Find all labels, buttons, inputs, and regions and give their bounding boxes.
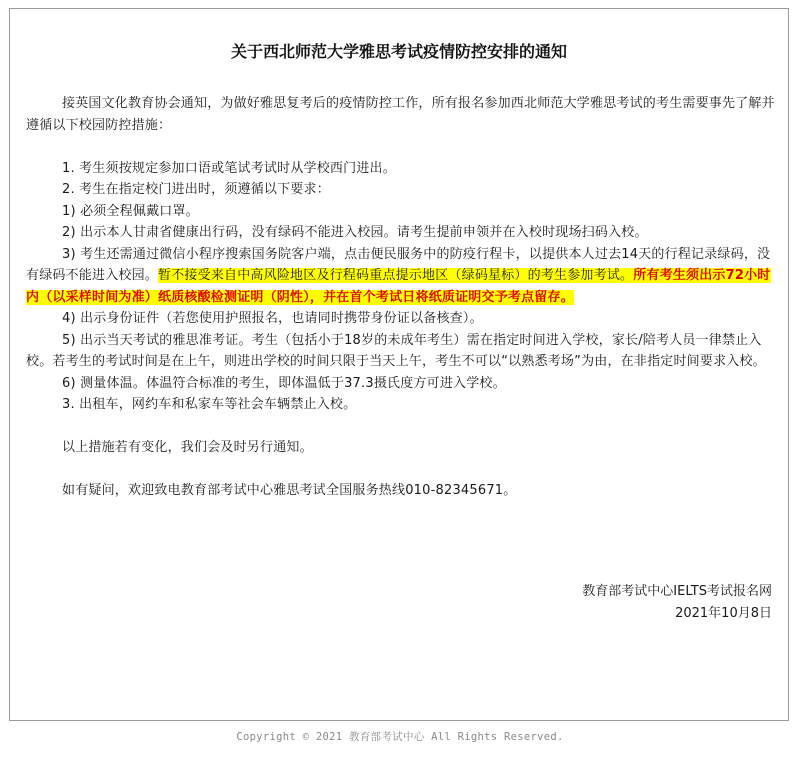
itinerary-requirement-text: 3) 考生还需通过微信小程序搜索国务院客户端，点击便民服务中的防疫行程卡，以提供本人过去14天的行程记录绿码，没有绿码不能进入校园。 (26, 246, 771, 283)
signature-block (582, 581, 772, 625)
sub-list-item-itinerary (26, 244, 776, 309)
hotline-note: 如有疑问，欢迎致电教育部考试中心雅思考试全国服务热线010-82345671。 (62, 483, 517, 498)
notice-frame (9, 8, 789, 721)
copyright-footer: Copyright © 2021 教育部考试中心 All Rights Reserved. (236, 731, 564, 743)
signature-date: 2021年10月8日 (675, 606, 772, 621)
page-title: 关于西北师范大学雅思考试疫情防控安排的通知 (230, 42, 567, 61)
notice-body (26, 93, 776, 502)
nucleic-acid-test-highlight: 所有考生须出示72小时内（以采样时间为准）纸质核酸检测证明（阴性），并在首个考试日将纸质证明交予考点留存。 (26, 268, 771, 305)
list-item: 1. 考生须按规定参加口语或笔试考试时从学校西门进出。 (62, 160, 396, 176)
list-item: 3. 出租车，网约车和私家车等社会车辆禁止入校。 (62, 397, 357, 412)
change-note: 以上措施若有变化，我们会及时另行通知。 (62, 440, 313, 455)
sub-list-item: 1) 必须全程佩戴口罩。 (62, 203, 199, 219)
risk-area-highlight: 暂不接受来自中高风险地区及行程码重点提示地区（绿码星标）的考生参加考试。 (158, 268, 634, 283)
sub-list-item: 5) 出示当天考试的雅思准考证。考生（包括小于18岁的未成年考生）需在指定时间进入学校，家长/陪考人员一律禁止入校。若考生的考试时间是在上午，则进出学校的时间只限于当天上午，考生不可以“以熟悉考场”为由，在非指定时间要求入校。 (26, 332, 766, 369)
list-item: 2. 考生在指定校门进出时，须遵循以下要求： (62, 182, 330, 197)
paragraph-gap (26, 416, 776, 438)
signature-org: 教育部考试中心IELTS考试报名网 (582, 584, 772, 599)
sub-list-item: 2) 出示本人甘肃省健康出行码，没有绿码不能进入校园。请考生提前申领并在入校时现场扫码入校。 (62, 225, 648, 240)
paragraph-gap (26, 459, 776, 481)
paragraph-gap (26, 136, 776, 158)
intro-paragraph: 接英国文化教育协会通知，为做好雅思复考后的疫情防控工作，所有报名参加西北师范大学雅思考试的考生需要事先了解并遵循以下校园防控措施： (26, 96, 775, 133)
sub-list-item: 4) 出示身份证件（若您使用护照报名，也请同时携带身份证以备核查）。 (62, 311, 483, 326)
sub-list-item: 6) 测量体温。体温符合标准的考生，即体温低于37.3摄氏度方可进入学校。 (62, 375, 506, 391)
